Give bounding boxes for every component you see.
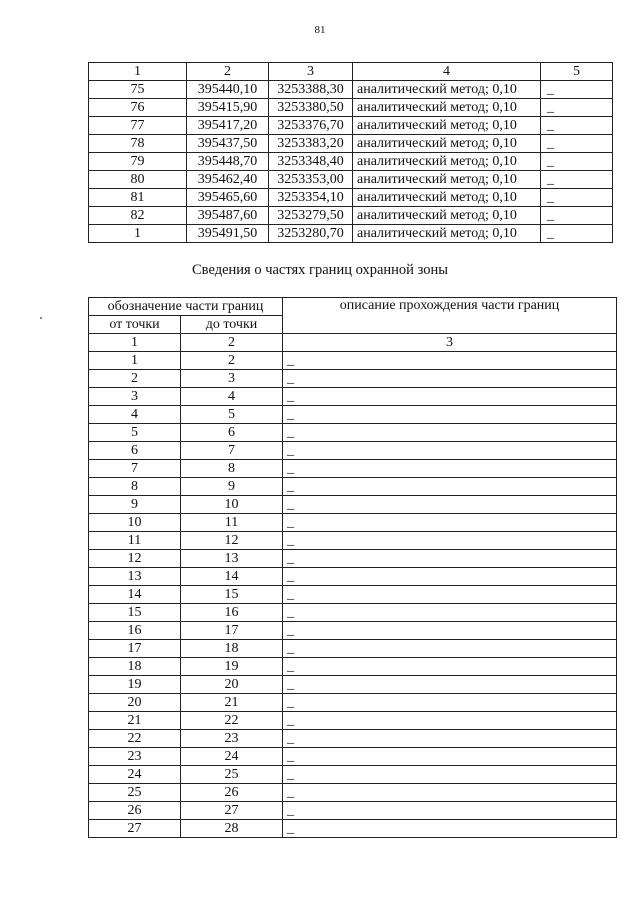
description-cell: _ bbox=[283, 496, 617, 514]
description-cell: _ bbox=[283, 766, 617, 784]
point-number-cell: 80 bbox=[89, 171, 187, 189]
to-point-cell: 20 bbox=[181, 676, 283, 694]
from-point-cell: 8 bbox=[89, 478, 181, 496]
coordinate-x-cell: 395415,90 bbox=[187, 99, 269, 117]
from-point-cell: 17 bbox=[89, 640, 181, 658]
table-row bbox=[89, 171, 613, 189]
from-point-cell: 2 bbox=[89, 370, 181, 388]
description-cell: _ bbox=[283, 424, 617, 442]
parts-number-row bbox=[89, 334, 617, 352]
description-cell: _ bbox=[283, 694, 617, 712]
description-cell: _ bbox=[283, 730, 617, 748]
from-point-cell: 12 bbox=[89, 550, 181, 568]
description-cell: _ bbox=[283, 820, 617, 838]
description-cell: _ bbox=[283, 802, 617, 820]
boundary-parts-table bbox=[88, 297, 617, 838]
from-point-cell: 19 bbox=[89, 676, 181, 694]
description-cell: _ bbox=[283, 406, 617, 424]
from-point-cell: 3 bbox=[89, 388, 181, 406]
point-number-cell: 76 bbox=[89, 99, 187, 117]
table-row bbox=[89, 442, 617, 460]
table-row bbox=[89, 514, 617, 532]
note-cell: _ bbox=[541, 117, 613, 135]
table-row bbox=[89, 496, 617, 514]
description-cell: _ bbox=[283, 460, 617, 478]
to-point-cell: 8 bbox=[181, 460, 283, 478]
note-cell: _ bbox=[541, 153, 613, 171]
determination-method-cell: аналитический метод; 0,10 bbox=[353, 225, 541, 243]
point-number-cell: 77 bbox=[89, 117, 187, 135]
to-point-cell: 27 bbox=[181, 802, 283, 820]
to-point-cell: 7 bbox=[181, 442, 283, 460]
description-cell: _ bbox=[283, 586, 617, 604]
table-row bbox=[89, 604, 617, 622]
page-number: 81 bbox=[314, 24, 326, 36]
table-row bbox=[89, 189, 613, 207]
to-point-cell: 14 bbox=[181, 568, 283, 586]
table-row bbox=[89, 568, 617, 586]
description-cell: _ bbox=[283, 658, 617, 676]
to-point-cell: 3 bbox=[181, 370, 283, 388]
point-number-cell: 81 bbox=[89, 189, 187, 207]
table-row bbox=[89, 640, 617, 658]
from-point-cell: 11 bbox=[89, 532, 181, 550]
determination-method-cell: аналитический метод; 0,10 bbox=[353, 81, 541, 99]
coordinates-header-row bbox=[89, 63, 613, 81]
coordinate-y-cell: 3253348,40 bbox=[269, 153, 353, 171]
to-point-cell: 25 bbox=[181, 766, 283, 784]
coordinate-y-cell: 3253280,70 bbox=[269, 225, 353, 243]
coordinate-y-cell: 3253354,10 bbox=[269, 189, 353, 207]
description-cell: _ bbox=[283, 442, 617, 460]
table-row bbox=[89, 586, 617, 604]
boundary-part-designation-header: обозначение части границ bbox=[89, 298, 283, 316]
description-cell: _ bbox=[283, 478, 617, 496]
description-cell: _ bbox=[283, 784, 617, 802]
description-cell: _ bbox=[283, 514, 617, 532]
point-number-cell: 79 bbox=[89, 153, 187, 171]
scan-speck bbox=[40, 317, 42, 319]
determination-method-cell: аналитический метод; 0,10 bbox=[353, 135, 541, 153]
note-cell: _ bbox=[541, 207, 613, 225]
description-cell: _ bbox=[283, 622, 617, 640]
to-point-cell: 16 bbox=[181, 604, 283, 622]
coordinate-x-cell: 395437,50 bbox=[187, 135, 269, 153]
to-point-cell: 10 bbox=[181, 496, 283, 514]
from-point-cell: 13 bbox=[89, 568, 181, 586]
coordinate-x-cell: 395465,60 bbox=[187, 189, 269, 207]
to-point-cell: 24 bbox=[181, 748, 283, 766]
section-title: Сведения о частях границ охранной зоны bbox=[192, 262, 448, 278]
from-point-cell: 26 bbox=[89, 802, 181, 820]
description-cell: _ bbox=[283, 388, 617, 406]
coordinate-y-cell: 3253383,20 bbox=[269, 135, 353, 153]
to-point-cell: 21 bbox=[181, 694, 283, 712]
column-number-header: 2 bbox=[187, 63, 269, 81]
column-number-header: 1 bbox=[89, 334, 181, 352]
table-row bbox=[89, 135, 613, 153]
coordinate-x-cell: 395462,40 bbox=[187, 171, 269, 189]
coordinate-x-cell: 395417,20 bbox=[187, 117, 269, 135]
coordinate-y-cell: 3253376,70 bbox=[269, 117, 353, 135]
note-cell: _ bbox=[541, 171, 613, 189]
coordinate-y-cell: 3253388,30 bbox=[269, 81, 353, 99]
description-cell: _ bbox=[283, 370, 617, 388]
table-row bbox=[89, 117, 613, 135]
table-row bbox=[89, 406, 617, 424]
from-point-cell: 1 bbox=[89, 352, 181, 370]
coordinate-x-cell: 395440,10 bbox=[187, 81, 269, 99]
column-number-header: 2 bbox=[181, 334, 283, 352]
table-row bbox=[89, 676, 617, 694]
table-row bbox=[89, 532, 617, 550]
coordinate-x-cell: 395491,50 bbox=[187, 225, 269, 243]
to-point-cell: 26 bbox=[181, 784, 283, 802]
from-point-cell: 21 bbox=[89, 712, 181, 730]
to-point-cell: 28 bbox=[181, 820, 283, 838]
table-row bbox=[89, 460, 617, 478]
determination-method-cell: аналитический метод; 0,10 bbox=[353, 99, 541, 117]
note-cell: _ bbox=[541, 135, 613, 153]
table-row bbox=[89, 730, 617, 748]
point-number-cell: 75 bbox=[89, 81, 187, 99]
boundary-part-description-header: описание прохождения части границ bbox=[283, 298, 617, 334]
description-cell: _ bbox=[283, 748, 617, 766]
table-row bbox=[89, 388, 617, 406]
note-cell: _ bbox=[541, 225, 613, 243]
column-number-header: 3 bbox=[269, 63, 353, 81]
table-row bbox=[89, 225, 613, 243]
to-point-cell: 4 bbox=[181, 388, 283, 406]
table-row bbox=[89, 712, 617, 730]
table-row bbox=[89, 766, 617, 784]
from-point-cell: 15 bbox=[89, 604, 181, 622]
coordinate-y-cell: 3253279,50 bbox=[269, 207, 353, 225]
description-cell: _ bbox=[283, 550, 617, 568]
table-row bbox=[89, 694, 617, 712]
from-point-cell: 24 bbox=[89, 766, 181, 784]
description-cell: _ bbox=[283, 604, 617, 622]
to-point-header: до точки bbox=[181, 316, 283, 334]
from-point-cell: 5 bbox=[89, 424, 181, 442]
from-point-cell: 4 bbox=[89, 406, 181, 424]
coordinate-y-cell: 3253353,00 bbox=[269, 171, 353, 189]
from-point-cell: 9 bbox=[89, 496, 181, 514]
table-row bbox=[89, 478, 617, 496]
coordinate-x-cell: 395448,70 bbox=[187, 153, 269, 171]
table-row bbox=[89, 622, 617, 640]
from-point-cell: 7 bbox=[89, 460, 181, 478]
determination-method-cell: аналитический метод; 0,10 bbox=[353, 117, 541, 135]
to-point-cell: 12 bbox=[181, 532, 283, 550]
table-row bbox=[89, 370, 617, 388]
from-point-cell: 14 bbox=[89, 586, 181, 604]
determination-method-cell: аналитический метод; 0,10 bbox=[353, 189, 541, 207]
coordinate-x-cell: 395487,60 bbox=[187, 207, 269, 225]
table-row bbox=[89, 820, 617, 838]
to-point-cell: 6 bbox=[181, 424, 283, 442]
table-row bbox=[89, 658, 617, 676]
coordinates-table bbox=[88, 62, 613, 243]
note-cell: _ bbox=[541, 99, 613, 117]
to-point-cell: 5 bbox=[181, 406, 283, 424]
table-row bbox=[89, 81, 613, 99]
description-cell: _ bbox=[283, 712, 617, 730]
from-point-header: от точки bbox=[89, 316, 181, 334]
column-number-header: 3 bbox=[283, 334, 617, 352]
to-point-cell: 9 bbox=[181, 478, 283, 496]
parts-group-header-row bbox=[89, 298, 617, 316]
table-row bbox=[89, 784, 617, 802]
determination-method-cell: аналитический метод; 0,10 bbox=[353, 171, 541, 189]
point-number-cell: 1 bbox=[89, 225, 187, 243]
from-point-cell: 10 bbox=[89, 514, 181, 532]
note-cell: _ bbox=[541, 189, 613, 207]
table-row bbox=[89, 550, 617, 568]
point-number-cell: 82 bbox=[89, 207, 187, 225]
table-row bbox=[89, 748, 617, 766]
column-number-header: 5 bbox=[541, 63, 613, 81]
column-number-header: 1 bbox=[89, 63, 187, 81]
point-number-cell: 78 bbox=[89, 135, 187, 153]
description-cell: _ bbox=[283, 568, 617, 586]
from-point-cell: 23 bbox=[89, 748, 181, 766]
to-point-cell: 17 bbox=[181, 622, 283, 640]
coordinate-y-cell: 3253380,50 bbox=[269, 99, 353, 117]
from-point-cell: 27 bbox=[89, 820, 181, 838]
to-point-cell: 22 bbox=[181, 712, 283, 730]
column-number-header: 4 bbox=[353, 63, 541, 81]
to-point-cell: 2 bbox=[181, 352, 283, 370]
table-row bbox=[89, 424, 617, 442]
to-point-cell: 15 bbox=[181, 586, 283, 604]
table-row bbox=[89, 352, 617, 370]
description-cell: _ bbox=[283, 532, 617, 550]
table-row bbox=[89, 802, 617, 820]
description-cell: _ bbox=[283, 676, 617, 694]
to-point-cell: 18 bbox=[181, 640, 283, 658]
from-point-cell: 6 bbox=[89, 442, 181, 460]
description-cell: _ bbox=[283, 640, 617, 658]
from-point-cell: 22 bbox=[89, 730, 181, 748]
description-cell: _ bbox=[283, 352, 617, 370]
determination-method-cell: аналитический метод; 0,10 bbox=[353, 207, 541, 225]
to-point-cell: 11 bbox=[181, 514, 283, 532]
note-cell: _ bbox=[541, 81, 613, 99]
table-row bbox=[89, 153, 613, 171]
from-point-cell: 20 bbox=[89, 694, 181, 712]
to-point-cell: 23 bbox=[181, 730, 283, 748]
to-point-cell: 19 bbox=[181, 658, 283, 676]
table-row bbox=[89, 99, 613, 117]
determination-method-cell: аналитический метод; 0,10 bbox=[353, 153, 541, 171]
from-point-cell: 18 bbox=[89, 658, 181, 676]
from-point-cell: 16 bbox=[89, 622, 181, 640]
to-point-cell: 13 bbox=[181, 550, 283, 568]
table-row bbox=[89, 207, 613, 225]
from-point-cell: 25 bbox=[89, 784, 181, 802]
